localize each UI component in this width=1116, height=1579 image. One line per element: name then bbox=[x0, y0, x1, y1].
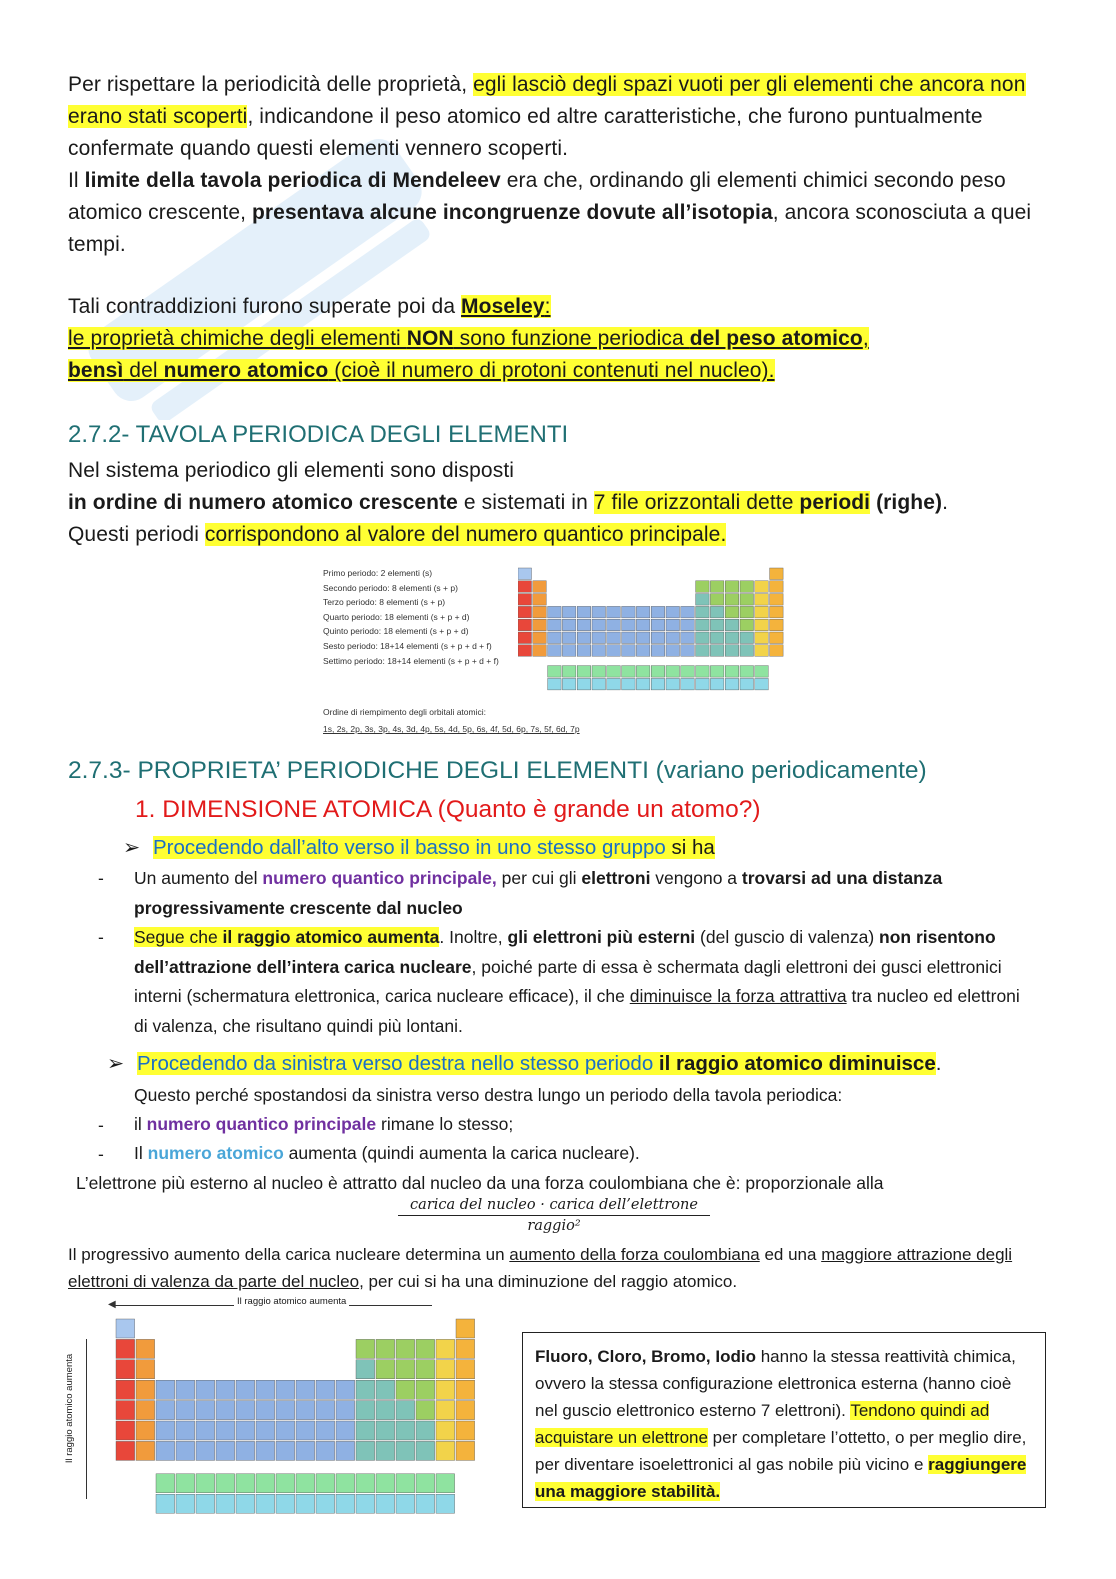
element-cell bbox=[622, 619, 636, 631]
f-block-cell bbox=[396, 1474, 415, 1493]
f-block-cell bbox=[196, 1494, 215, 1513]
f-block-cell bbox=[577, 666, 591, 678]
element-cell bbox=[533, 581, 547, 593]
figure-atomic-radius bbox=[64, 1296, 478, 1527]
f-block-cell bbox=[681, 678, 695, 690]
f-block-cell bbox=[396, 1494, 415, 1513]
element-cell bbox=[607, 606, 621, 618]
element-cell bbox=[256, 1441, 275, 1460]
element-cell bbox=[296, 1421, 315, 1440]
radius-side-label: Il raggio atomico aumenta bbox=[64, 1351, 75, 1466]
element-cell bbox=[196, 1441, 215, 1460]
periods-legend bbox=[323, 566, 499, 668]
f-block-cell bbox=[740, 666, 754, 678]
element-cell bbox=[577, 645, 591, 657]
f-block-cell bbox=[622, 678, 636, 690]
element-cell bbox=[436, 1360, 455, 1379]
paragraph-conclusion: Il progressivo aumento della carica nucleare determina un aumento della forza coulombiana ed una maggiore attrazione degli elettroni di valenza da parte del nucleo, per cui si ha una diminuzione del raggio atomico. bbox=[68, 1245, 1013, 1291]
element-cell bbox=[651, 606, 665, 618]
halogens-box: Fluoro, Cloro, Bromo, Iodio hanno la stessa reattività chimica, ovvero la stessa configurazione elettronica esterna (hanno cioè nel guscio elettronico esterno 7 elettroni). Tendono quindi ad acquistare un elettrone per completare l’ottetto, o per meglio dire, per diventare isoelettronici al gas nobile più vicino e raggiungere una maggiore stabilità. bbox=[522, 1332, 1046, 1508]
element-cell bbox=[577, 632, 591, 644]
element-cell bbox=[696, 645, 710, 657]
f-block-cell bbox=[696, 678, 710, 690]
element-cell bbox=[622, 606, 636, 618]
element-cell bbox=[456, 1380, 475, 1399]
element-cell bbox=[607, 645, 621, 657]
element-cell bbox=[196, 1421, 215, 1440]
element-cell bbox=[710, 619, 724, 631]
element-cell bbox=[740, 645, 754, 657]
paragraph-mendeleev-gaps: Per rispettare la periodicità delle proprietà, egli lasciò degli spazi vuoti per gli elementi che ancora non erano stati scoperti, indicandone il peso atomico ed altre caratteristiche, che furono puntualmente confermate quando questi elementi vennero scoperti. bbox=[68, 73, 1026, 160]
legend-line: Quinto periodo: 18 elementi (s + p + d) bbox=[323, 626, 469, 637]
element-cell bbox=[770, 594, 784, 606]
element-cell bbox=[236, 1380, 255, 1399]
element-cell bbox=[518, 568, 532, 580]
element-cell bbox=[316, 1421, 335, 1440]
f-block-cell bbox=[256, 1474, 275, 1493]
f-block-cell bbox=[636, 666, 650, 678]
element-cell bbox=[296, 1401, 315, 1420]
element-cell bbox=[681, 606, 695, 618]
element-cell bbox=[518, 581, 532, 593]
f-block-cell bbox=[336, 1494, 355, 1513]
f-block-cell bbox=[416, 1494, 435, 1513]
element-cell bbox=[216, 1380, 235, 1399]
element-cell bbox=[236, 1441, 255, 1460]
f-block-cell bbox=[416, 1474, 435, 1493]
element-cell bbox=[740, 594, 754, 606]
element-cell bbox=[356, 1339, 375, 1358]
f-block-cell bbox=[681, 666, 695, 678]
element-cell bbox=[548, 619, 562, 631]
element-cell bbox=[396, 1360, 415, 1379]
element-cell bbox=[176, 1421, 195, 1440]
paragraph-mendeleev-limit: Il limite della tavola periodica di Mendeleev era che, ordinando gli elementi chimici secondo peso atomico crescente, presentava alcune incongruenze dovute all’isotopia, ancora sconosciuta a quei tempi. bbox=[68, 169, 1032, 256]
element-cell bbox=[336, 1380, 355, 1399]
element-cell bbox=[416, 1360, 435, 1379]
element-cell bbox=[216, 1421, 235, 1440]
f-block-cell bbox=[651, 678, 665, 690]
f-block-cell bbox=[376, 1494, 395, 1513]
element-cell bbox=[607, 619, 621, 631]
element-cell bbox=[562, 619, 576, 631]
legend-line: Secondo periodo: 8 elementi (s + p) bbox=[323, 582, 458, 593]
dash-icon: - bbox=[98, 927, 104, 947]
legend-line: Settimo periodo: 18+14 elementi (s + p + d + f) bbox=[323, 655, 499, 666]
f-block-cell bbox=[577, 678, 591, 690]
element-cell bbox=[518, 645, 532, 657]
element-cell bbox=[176, 1441, 195, 1460]
f-block-cell bbox=[755, 678, 769, 690]
element-cell bbox=[636, 632, 650, 644]
element-cell bbox=[770, 606, 784, 618]
element-cell bbox=[681, 645, 695, 657]
element-cell bbox=[356, 1441, 375, 1460]
arrow-bullet-icon: ➢ bbox=[123, 836, 141, 859]
element-cell bbox=[592, 619, 606, 631]
f-block-cell bbox=[592, 678, 606, 690]
element-cell bbox=[740, 619, 754, 631]
element-cell bbox=[376, 1401, 395, 1420]
element-cell bbox=[696, 581, 710, 593]
f-block-cell bbox=[725, 678, 739, 690]
element-cell bbox=[136, 1441, 155, 1460]
element-cell bbox=[116, 1319, 135, 1338]
element-cell bbox=[296, 1441, 315, 1460]
element-cell bbox=[356, 1421, 375, 1440]
element-cell bbox=[755, 594, 769, 606]
element-cell bbox=[636, 606, 650, 618]
element-cell bbox=[710, 594, 724, 606]
arrow-bullet-icon: ➢ bbox=[107, 1052, 125, 1075]
f-block-cell bbox=[316, 1474, 335, 1493]
f-block-cell bbox=[236, 1474, 255, 1493]
element-cell bbox=[276, 1401, 295, 1420]
element-cell bbox=[136, 1401, 155, 1420]
element-cell bbox=[696, 632, 710, 644]
element-cell bbox=[376, 1339, 395, 1358]
element-cell bbox=[681, 619, 695, 631]
f-block-cell bbox=[316, 1494, 335, 1513]
element-cell bbox=[725, 645, 739, 657]
coulomb-formula bbox=[398, 1197, 710, 1234]
element-cell bbox=[651, 632, 665, 644]
element-cell bbox=[592, 606, 606, 618]
element-cell bbox=[725, 632, 739, 644]
element-cell bbox=[592, 632, 606, 644]
element-cell bbox=[710, 645, 724, 657]
item-atomic-number: Il numero atomico aumenta (quindi aumenta la carica nucleare). bbox=[134, 1143, 640, 1163]
element-cell bbox=[710, 581, 724, 593]
element-cell bbox=[562, 632, 576, 644]
element-cell bbox=[456, 1401, 475, 1420]
element-cell bbox=[666, 645, 680, 657]
element-cell bbox=[562, 645, 576, 657]
element-cell bbox=[396, 1401, 415, 1420]
element-cell bbox=[116, 1339, 135, 1358]
item-same-quantum: il numero quantico principale rimane lo stesso; bbox=[134, 1114, 514, 1134]
element-cell bbox=[636, 619, 650, 631]
element-cell bbox=[276, 1441, 295, 1460]
arrow-left-icon: ◀ bbox=[108, 1299, 116, 1310]
element-cell bbox=[236, 1401, 255, 1420]
element-cell bbox=[725, 594, 739, 606]
element-cell bbox=[770, 568, 784, 580]
element-cell bbox=[562, 606, 576, 618]
element-cell bbox=[316, 1401, 335, 1420]
element-cell bbox=[710, 606, 724, 618]
legend-line: Primo periodo: 2 elementi (s) bbox=[323, 568, 433, 578]
dash-icon: - bbox=[98, 1144, 104, 1164]
element-cell bbox=[740, 581, 754, 593]
element-cell bbox=[376, 1380, 395, 1399]
element-cell bbox=[416, 1380, 435, 1399]
bullet-top-to-bottom: ➢ Procedendo dall’alto verso il basso in uno stesso gruppo si ha bbox=[123, 836, 715, 859]
arrow-vertical-line bbox=[86, 1339, 87, 1499]
element-cell bbox=[396, 1421, 415, 1440]
element-cell bbox=[356, 1380, 375, 1399]
f-block-cell bbox=[256, 1494, 275, 1513]
f-block-cell bbox=[176, 1474, 195, 1493]
element-cell bbox=[533, 632, 547, 644]
element-cell bbox=[336, 1421, 355, 1440]
f-block-cell bbox=[651, 666, 665, 678]
element-cell bbox=[456, 1421, 475, 1440]
element-cell bbox=[156, 1380, 175, 1399]
element-cell bbox=[396, 1441, 415, 1460]
radius-top-label: Il raggio atomico aumenta bbox=[234, 1296, 349, 1307]
element-cell bbox=[256, 1401, 275, 1420]
element-cell bbox=[176, 1401, 195, 1420]
element-cell bbox=[666, 619, 680, 631]
periodic-table-image bbox=[518, 566, 794, 716]
f-block-cell bbox=[156, 1474, 175, 1493]
element-cell bbox=[436, 1380, 455, 1399]
legend-line: Terzo periodo: 8 elementi (s + p) bbox=[323, 597, 446, 608]
f-block-cell bbox=[296, 1474, 315, 1493]
orbital-order: 1s, 2s, 2p, 3s, 3p, 4s, 3d, 4p, 5s, 4d, 5p, 6s, 4f, 5d, 6p, 7s, 5f, 6d, 7p bbox=[323, 724, 580, 734]
element-cell bbox=[156, 1401, 175, 1420]
element-cell bbox=[696, 606, 710, 618]
f-block-cell bbox=[156, 1494, 175, 1513]
element-cell bbox=[651, 645, 665, 657]
element-cell bbox=[770, 632, 784, 644]
element-cell bbox=[577, 606, 591, 618]
element-cell bbox=[136, 1339, 155, 1358]
element-cell bbox=[416, 1421, 435, 1440]
element-cell bbox=[416, 1401, 435, 1420]
f-block-cell bbox=[755, 666, 769, 678]
f-block-cell bbox=[276, 1494, 295, 1513]
f-block-cell bbox=[276, 1474, 295, 1493]
f-block-cell bbox=[356, 1474, 375, 1493]
f-block-cell bbox=[607, 666, 621, 678]
element-cell bbox=[622, 645, 636, 657]
f-block-cell bbox=[710, 678, 724, 690]
f-block-cell bbox=[376, 1474, 395, 1493]
paragraph-explanation: Questo perché spostandosi da sinistra verso destra lungo un periodo della tavola periodica: bbox=[134, 1085, 843, 1105]
element-cell bbox=[666, 632, 680, 644]
f-block-cell bbox=[710, 666, 724, 678]
element-cell bbox=[622, 632, 636, 644]
f-block-cell bbox=[607, 678, 621, 690]
element-cell bbox=[336, 1441, 355, 1460]
element-cell bbox=[770, 581, 784, 593]
element-cell bbox=[696, 594, 710, 606]
element-cell bbox=[456, 1319, 475, 1338]
element-cell bbox=[356, 1360, 375, 1379]
element-cell bbox=[533, 645, 547, 657]
f-block-cell bbox=[196, 1474, 215, 1493]
element-cell bbox=[548, 645, 562, 657]
element-cell bbox=[436, 1339, 455, 1358]
paragraph-coulomb: L’elettrone più esterno al nucleo è attratto dal nucleo da una forza coulombiana che è: proporzionale alla bbox=[76, 1173, 884, 1193]
element-cell bbox=[316, 1441, 335, 1460]
item-principal-quantum: Un aumento del numero quantico principale, per cui gli elettroni vengono a trovarsi ad una distanza progressivamente crescente dal nucleo bbox=[134, 868, 943, 918]
f-block-cell bbox=[592, 666, 606, 678]
dash-icon: - bbox=[98, 1115, 104, 1135]
element-cell bbox=[533, 606, 547, 618]
element-cell bbox=[416, 1441, 435, 1460]
element-cell bbox=[533, 594, 547, 606]
element-cell bbox=[196, 1380, 215, 1399]
f-block-cell bbox=[666, 678, 680, 690]
orbital-order-title: Ordine di riempimento degli orbitali atomici: bbox=[323, 707, 486, 717]
heading-2-7-2: 2.7.2- TAVOLA PERIODICA DEGLI ELEMENTI bbox=[68, 421, 569, 448]
element-cell bbox=[740, 606, 754, 618]
f-block-cell bbox=[436, 1494, 455, 1513]
element-cell bbox=[376, 1360, 395, 1379]
heading-2-7-3: 2.7.3- PROPRIETA’ PERIODICHE DEGLI ELEMENTI (variano periodicamente) bbox=[68, 757, 927, 784]
element-cell bbox=[396, 1339, 415, 1358]
paragraph-moseley: Tali contraddizioni furono superate poi da Moseley: le proprietà chimiche degli elementi NON sono funzione periodica del peso atomico, bensì del numero atomico (cioè il numero di protoni contenuti nel nucleo). bbox=[68, 295, 869, 382]
element-cell bbox=[436, 1441, 455, 1460]
paragraph-periods: Nel sistema periodico gli elementi sono disposti in ordine di numero atomico crescente e sistemati in 7 file orizzontali dette periodi (righe). Questi periodi corrispondono al valore del numero quantico principale. bbox=[68, 459, 949, 546]
f-block-cell bbox=[636, 678, 650, 690]
element-cell bbox=[577, 619, 591, 631]
element-cell bbox=[116, 1421, 135, 1440]
element-cell bbox=[176, 1380, 195, 1399]
f-block-cell bbox=[562, 666, 576, 678]
element-cell bbox=[416, 1339, 435, 1358]
element-cell bbox=[436, 1401, 455, 1420]
element-cell bbox=[256, 1380, 275, 1399]
element-cell bbox=[116, 1380, 135, 1399]
f-block-cell bbox=[216, 1474, 235, 1493]
element-cell bbox=[518, 606, 532, 618]
element-cell bbox=[256, 1421, 275, 1440]
element-cell bbox=[755, 632, 769, 644]
item-radius-increases: Segue che il raggio atomico aumenta. Inoltre, gli elettroni più esterni (del guscio di valenza) non risentono dell’attrazione dell’intera carica nucleare, poiché parte di essa è schermata dagli elettroni dei gusci elettronici interni (schermatura elettronica, carica nucleare efficace), il che diminuisce la forza attrattiva tra nucleo ed elettroni di valenza, che risultano quindi più lontani. bbox=[134, 927, 1020, 1036]
element-cell bbox=[136, 1360, 155, 1379]
f-block-cell bbox=[176, 1494, 195, 1513]
heading-dimensione-atomica: 1. DIMENSIONE ATOMICA (Quanto è grande un atomo?) bbox=[135, 796, 761, 823]
element-cell bbox=[725, 581, 739, 593]
element-cell bbox=[456, 1441, 475, 1460]
element-cell bbox=[196, 1401, 215, 1420]
element-cell bbox=[725, 619, 739, 631]
figure-periods bbox=[318, 562, 796, 740]
element-cell bbox=[725, 606, 739, 618]
element-cell bbox=[156, 1441, 175, 1460]
element-cell bbox=[276, 1380, 295, 1399]
f-block-cell bbox=[548, 666, 562, 678]
element-cell bbox=[592, 645, 606, 657]
element-cell bbox=[276, 1421, 295, 1440]
element-cell bbox=[116, 1401, 135, 1420]
element-cell bbox=[396, 1380, 415, 1399]
element-cell bbox=[518, 619, 532, 631]
element-cell bbox=[636, 645, 650, 657]
element-cell bbox=[770, 645, 784, 657]
dash-icon: - bbox=[98, 868, 104, 888]
element-cell bbox=[548, 632, 562, 644]
element-cell bbox=[116, 1441, 135, 1460]
formula-denominator: raggio² bbox=[527, 1218, 581, 1234]
element-cell bbox=[533, 619, 547, 631]
element-cell bbox=[651, 619, 665, 631]
f-block-cell bbox=[562, 678, 576, 690]
element-cell bbox=[316, 1380, 335, 1399]
f-block-cell bbox=[622, 666, 636, 678]
element-cell bbox=[770, 619, 784, 631]
element-cell bbox=[156, 1421, 175, 1440]
f-block-cell bbox=[216, 1494, 235, 1513]
f-block-cell bbox=[696, 666, 710, 678]
element-cell bbox=[755, 581, 769, 593]
element-cell bbox=[607, 632, 621, 644]
element-cell bbox=[216, 1441, 235, 1460]
bullet-left-to-right: ➢ Procedendo da sinistra verso destra nello stesso periodo il raggio atomico diminuisce. bbox=[107, 1052, 942, 1075]
element-cell bbox=[296, 1380, 315, 1399]
element-cell bbox=[518, 594, 532, 606]
element-cell bbox=[681, 632, 695, 644]
legend-line: Quarto periodo: 18 elementi (s + p + d) bbox=[323, 611, 470, 622]
f-block-cell bbox=[236, 1494, 255, 1513]
element-cell bbox=[755, 619, 769, 631]
f-block-cell bbox=[666, 666, 680, 678]
f-block-cell bbox=[740, 678, 754, 690]
element-cell bbox=[356, 1401, 375, 1420]
element-cell bbox=[755, 606, 769, 618]
element-cell bbox=[376, 1421, 395, 1440]
periodic-table-radius-image bbox=[112, 1317, 478, 1527]
element-cell bbox=[136, 1380, 155, 1399]
f-block-cell bbox=[548, 678, 562, 690]
element-cell bbox=[666, 606, 680, 618]
f-block-cell bbox=[296, 1494, 315, 1513]
legend-line: Sesto periodo: 18+14 elementi (s + p + d + f) bbox=[323, 640, 492, 651]
element-cell bbox=[376, 1441, 395, 1460]
element-cell bbox=[336, 1401, 355, 1420]
element-cell bbox=[548, 606, 562, 618]
element-cell bbox=[136, 1421, 155, 1440]
element-cell bbox=[236, 1421, 255, 1440]
f-block-cell bbox=[336, 1474, 355, 1493]
f-block-cell bbox=[436, 1474, 455, 1493]
element-cell bbox=[116, 1360, 135, 1379]
element-cell bbox=[696, 619, 710, 631]
element-cell bbox=[740, 632, 754, 644]
element-cell bbox=[456, 1360, 475, 1379]
element-cell bbox=[755, 645, 769, 657]
element-cell bbox=[436, 1421, 455, 1440]
f-block-cell bbox=[725, 666, 739, 678]
element-cell bbox=[216, 1401, 235, 1420]
element-cell bbox=[710, 632, 724, 644]
element-cell bbox=[518, 632, 532, 644]
f-block-cell bbox=[356, 1494, 375, 1513]
formula-numerator: carica del nucleo · carica dell’elettrone bbox=[398, 1197, 710, 1216]
element-cell bbox=[456, 1339, 475, 1358]
